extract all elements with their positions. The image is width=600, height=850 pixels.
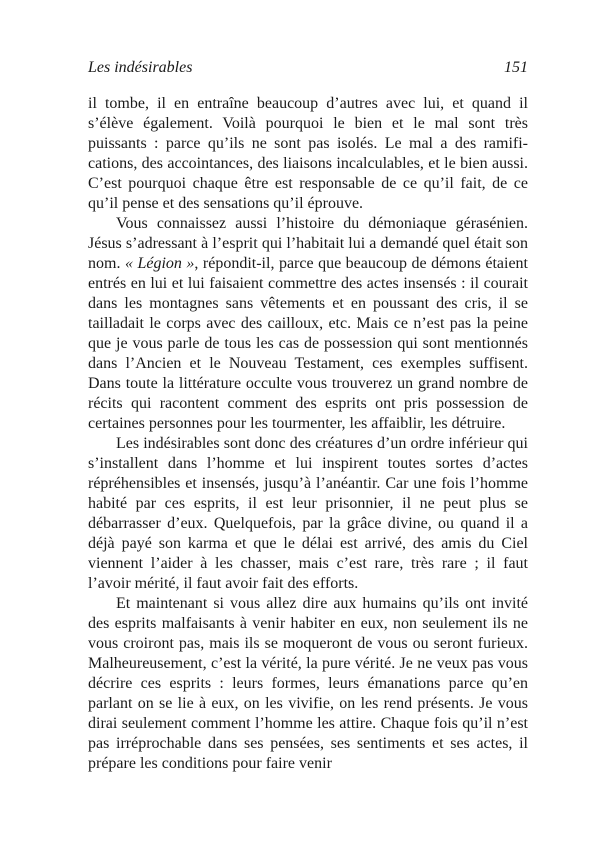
running-title: Les indésirables xyxy=(88,59,193,76)
page-number: 151 xyxy=(504,59,528,76)
paragraph-4: Et maintenant si vous allez dire aux humains qu’ils ont invité des esprits malfaisants à venir habiter en eux, non seulement ils ne vous croiront pas, mais ils se moqueront de vous ou seront furieux. Malheureusement, c’est la vérité, la pure vérité. Je ne veux pas vous décrire ces esprits : leurs formes, leurs émanations parce qu’en parlant on se lie à eux, on les vivifie, on les rend présents. Je vous dirai seulement comment l’homme les attire. Chaque fois qu’il n’est pas irréprochable dans ses pensées, ses sentiments et ses actes, il prépare les conditions pour faire venir xyxy=(88,595,528,772)
running-header xyxy=(88,58,528,78)
body-text xyxy=(88,94,528,774)
paragraph-1: il tombe, il en entraîne beaucoup d’autres avec lui, et quand il s’élève également. Voilà pourquoi le bien et le mal sont très puissants : parce qu’ils ne sont pas isolés. Le mal a des ramifications, des accointances, des liaisons incalculables, et le bien aussi. C’est pourquoi chaque être est responsable de ce qu’il fait, de ce qu’il pense et des sensations qu’il éprouve. xyxy=(88,95,528,212)
paragraph-3: Les indésirables sont donc des créatures d’un ordre inférieur qui s’installent dans l’homme et lui inspirent toutes sortes d’actes répréhensibles et insensés, jusqu’à l’anéantir. Car une fois l’homme habité par ces esprits, il est leur prisonnier, il ne peut plus se débarrasser d’eux. Quelquefois, par la grâce divine, ou quand il a déjà payé son karma et que le délai est arrivé, des amis du Ciel viennent l’aider à les chasser, mais c’est rare, très rare ; il faut l’avoir mérité, il faut avoir fait des efforts. xyxy=(88,435,528,592)
book-page xyxy=(88,58,528,774)
paragraph-2-part-2: , répondit-il, parce que beaucoup de démons étaient entrés en lui et lui faisaient commettre des actes insensés : il courait dans les montagnes sans vêtements et en poussant des cris, il se tailladait le corps avec des cailloux, etc. Mais ce n’est pas la peine que je vous parle de tous les cas de possession qui sont mentionnés dans l’Ancien et le Nouveau Testament, ces exemples suffisent. Dans toute la littérature occulte vous trouverez un grand nombre de récits qui racontent comment des esprits ont pris possession de certaines personnes pour les tourmenter, les affaiblir, les détruire. xyxy=(88,255,528,432)
paragraph-2-italic-quote: « Légion » xyxy=(124,255,195,272)
paragraph-2 xyxy=(88,214,528,434)
paragraph-2-part-1: Vous connaissez aussi l’histoire du démoniaque gérasénien. Jésus s’adressant à l’esprit qui l’habitait lui a demandé quel était son nom. xyxy=(88,215,528,272)
